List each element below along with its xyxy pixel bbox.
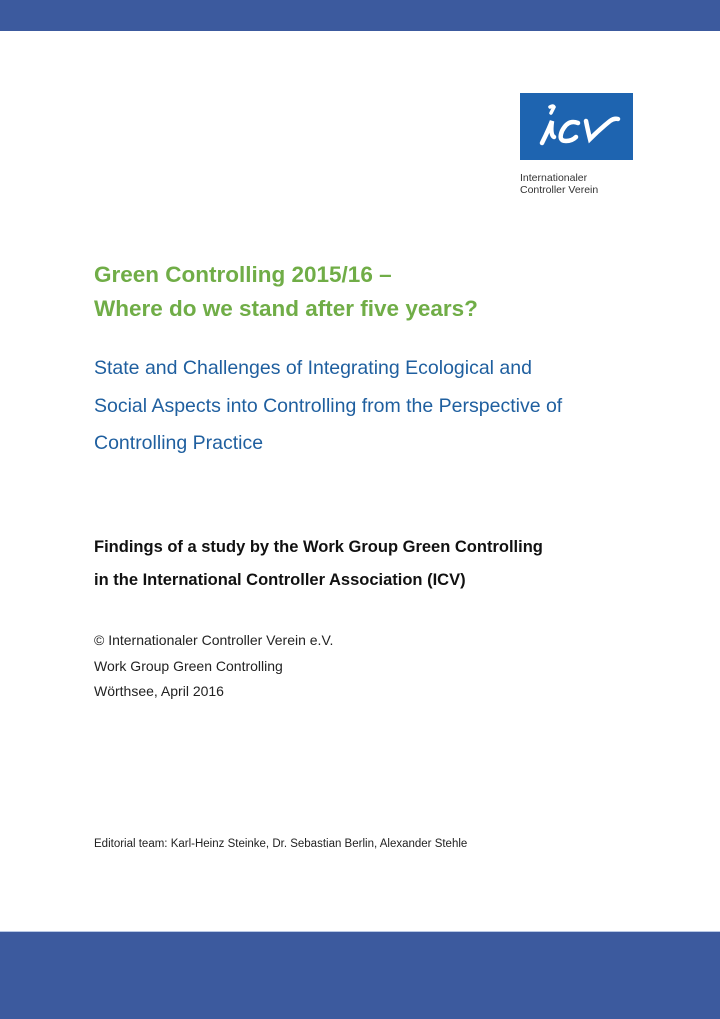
icv-logo-mark-icon [520,93,633,160]
findings-line: in the International Controller Association (ICV) [94,571,466,589]
document-title [94,258,478,326]
subtitle-line: Social Aspects into Controlling from the Perspective of [94,394,563,417]
icv-logo [520,93,633,160]
logo-caption [520,172,598,196]
logo-caption-line: Controller Verein [520,184,599,196]
title-line: Where do we stand after five years? [94,296,478,321]
footer-bar [0,931,720,1019]
logo-caption-line: Internationaler [520,172,588,184]
work-group-line: Work Group Green Controlling [94,657,283,674]
editorial-team: Editorial team: Karl-Heinz Steinke, Dr. Sebastian Berlin, Alexander Stehle [94,838,468,850]
publication-info [94,628,333,705]
subtitle-line: Controlling Practice [94,432,264,454]
place-date-line: Wörthsee, April 2016 [94,683,224,699]
document-subtitle [94,350,562,463]
findings-heading [94,531,543,597]
findings-line: Findings of a study by the Work Group Green Controlling [94,538,543,556]
header-bar [0,0,720,31]
title-line: Green Controlling 2015/16 – [94,262,392,287]
subtitle-line: State and Challenges of Integrating Ecological and [94,357,532,379]
copyright-line: © Internationaler Controller Verein e.V. [94,632,334,648]
